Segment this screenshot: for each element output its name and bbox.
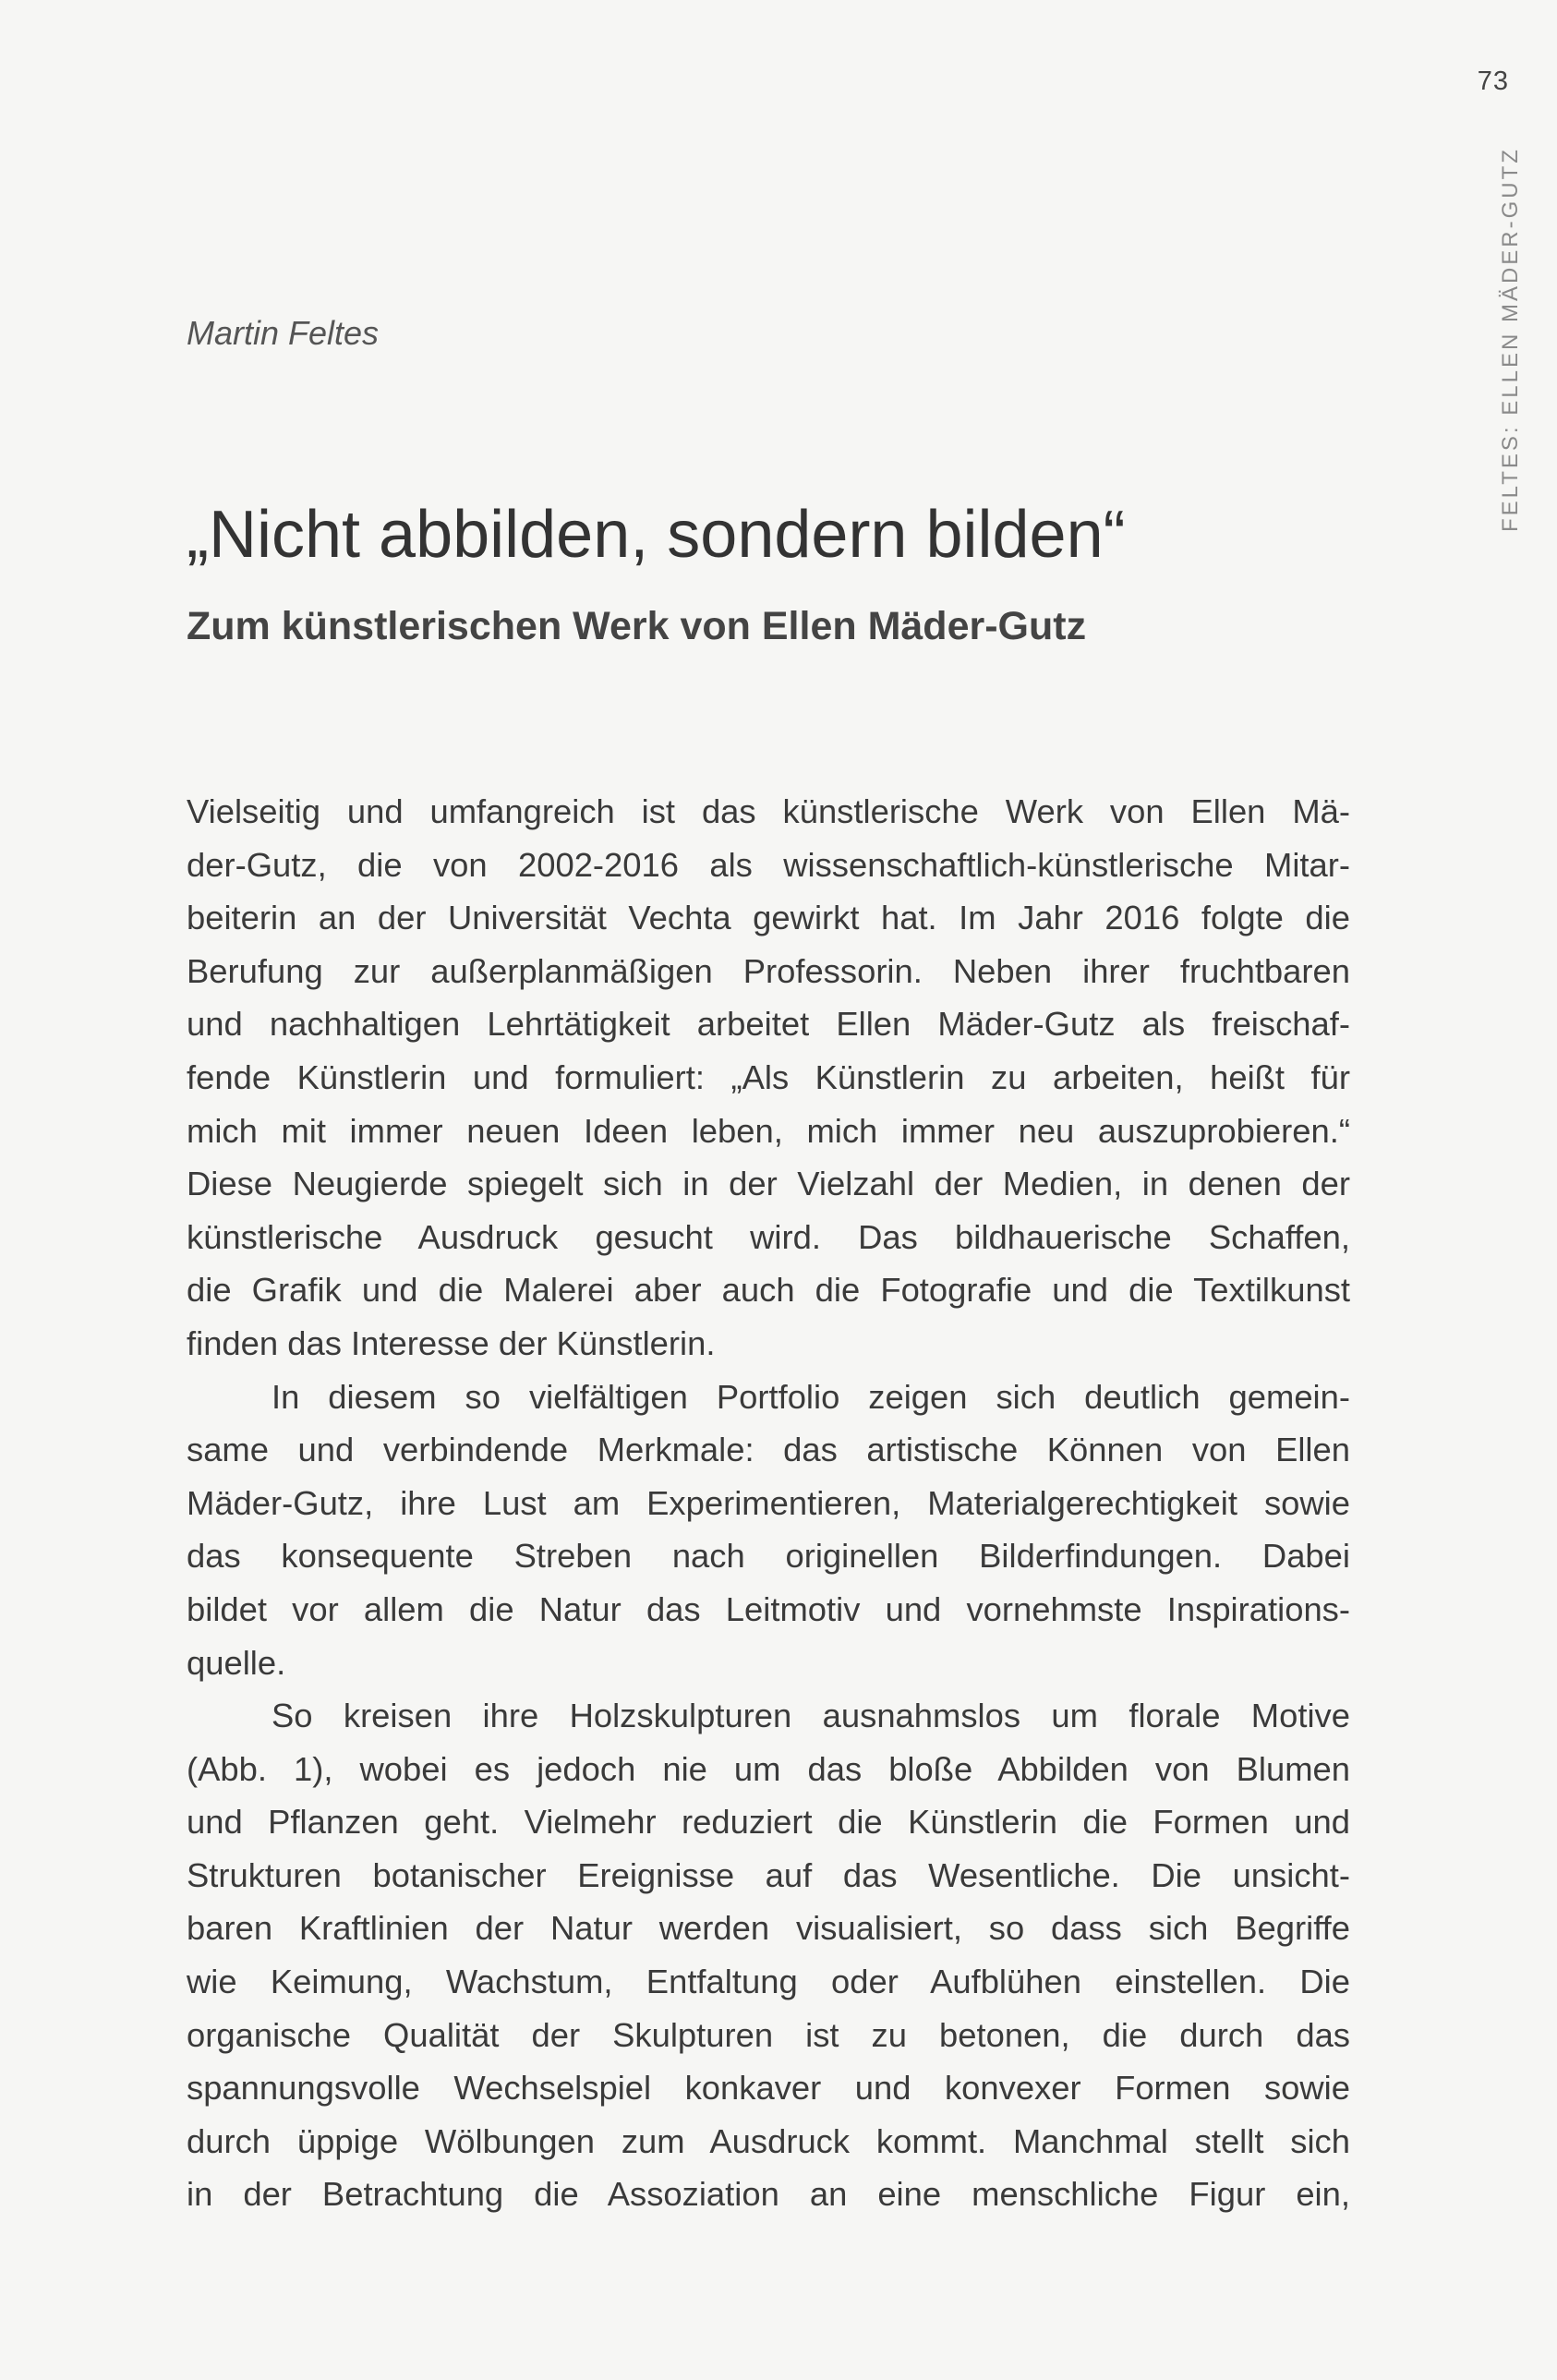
author-name: Martin Feltes xyxy=(187,314,380,352)
text-line: mich mit immer neuen Ideen leben, mich immer neu auszuprobieren.“ xyxy=(187,1111,1350,1150)
text-line: quelle. xyxy=(187,1643,286,1682)
text-line: Berufung zur außerplanmäßigen Professorin. Neben ihrer fruchtbaren xyxy=(187,951,1350,990)
text-line: (Abb. 1), wobei es jedoch nie um das bloße Abbilden von Blumen xyxy=(187,1749,1350,1788)
running-header: FELTES: ELLEN MÄDER-GUTZ xyxy=(1498,147,1523,532)
text-line: In diesem so vielfältigen Portfolio zeigen sich deutlich gemein- xyxy=(272,1377,1350,1416)
paragraph xyxy=(187,1371,1350,1690)
text-line: spannungsvolle Wechselspiel konkaver und konvexer Formen sowie xyxy=(187,2069,1350,2108)
text-line: So kreisen ihre Holzskulpturen ausnahmslos um florale Motive xyxy=(272,1697,1350,1735)
text-line: und nachhaltigen Lehrtätigkeit arbeitet Ellen Mäder-Gutz als freischaf- xyxy=(187,1005,1350,1044)
paragraph xyxy=(187,785,1350,1371)
text-line: wie Keimung, Wachstum, Entfaltung oder Aufblühen einstellen. Die xyxy=(187,1963,1350,2001)
text-line: Vielseitig und umfangreich ist das künstlerische Werk von Ellen Mä- xyxy=(187,792,1350,830)
article-title: „Nicht abbilden, sondern bilden“ xyxy=(187,498,1126,572)
text-line: die Grafik und die Malerei aber auch die Fotografie und die Textilkunst xyxy=(187,1271,1350,1310)
paragraph xyxy=(187,1689,1350,2221)
text-line: und Pflanzen geht. Vielmehr reduziert die Künstlerin die Formen und xyxy=(187,1803,1350,1842)
text-line: finden das Interesse der Künstlerin. xyxy=(187,1323,716,1362)
text-line: Mäder-Gutz, ihre Lust am Experimentieren, Materialgerechtigkeit sowie xyxy=(187,1483,1350,1522)
text-line: durch üppige Wölbungen zum Ausdruck kommt. Manchmal stellt sich xyxy=(187,2121,1350,2160)
text-line: in der Betrachtung die Assoziation an eine menschliche Figur ein, xyxy=(187,2175,1350,2214)
text-line: der-Gutz, die von 2002-2016 als wissenschaftlich-künstlerische Mitar- xyxy=(187,845,1350,884)
body-text xyxy=(187,785,1350,2221)
text-line: same und verbindende Merkmale: das artistische Können von Ellen xyxy=(187,1431,1350,1469)
text-line: das konsequente Streben nach originellen Bilderfindungen. Dabei xyxy=(187,1537,1350,1576)
text-line: baren Kraftlinien der Natur werden visualisiert, so dass sich Begriffe xyxy=(187,1909,1350,1948)
text-line: Diese Neugierde spiegelt sich in der Vielzahl der Medien, in denen der xyxy=(187,1165,1350,1203)
page-number: 73 xyxy=(1477,66,1509,96)
text-line: Strukturen botanischer Ereignisse auf das Wesentliche. Die unsicht- xyxy=(187,1855,1350,1894)
article-subtitle: Zum künstlerischen Werk von Ellen Mäder-Gutz xyxy=(187,604,1087,648)
text-line: beiterin an der Universität Vechta gewirkt hat. Im Jahr 2016 folgte die xyxy=(187,899,1350,937)
text-line: fende Künstlerin und formuliert: „Als Künstlerin zu arbeiten, heißt für xyxy=(187,1057,1350,1096)
text-line: organische Qualität der Skulpturen ist zu betonen, die durch das xyxy=(187,2015,1350,2054)
text-line: künstlerische Ausdruck gesucht wird. Das bildhauerische Schaffen, xyxy=(187,1217,1350,1256)
text-line: bildet vor allem die Natur das Leitmotiv und vornehmste Inspirations- xyxy=(187,1589,1350,1628)
